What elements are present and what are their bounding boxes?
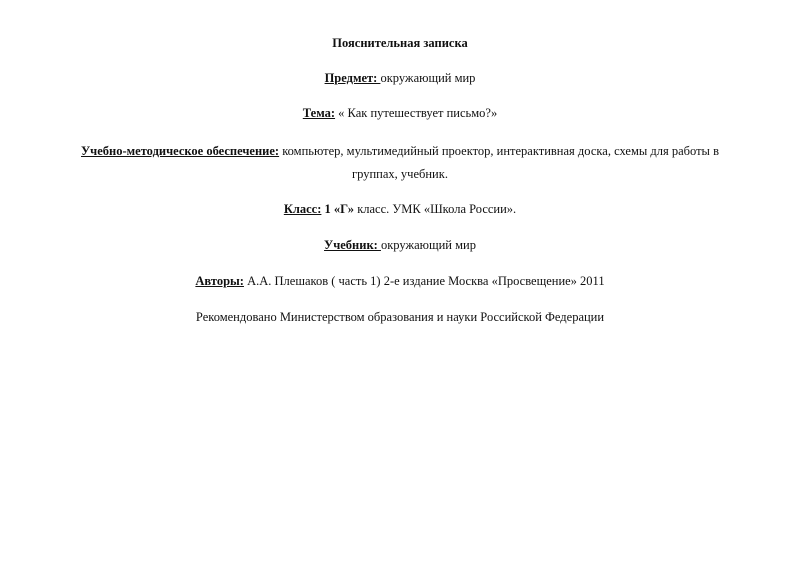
subject-value: окружающий мир (380, 71, 476, 85)
subject-line (40, 69, 760, 87)
textbook-value: окружающий мир (380, 238, 476, 252)
equipment-value-2: группах, учебник. (352, 167, 448, 181)
topic-value: « Как путешествует письмо?» (335, 106, 498, 120)
equipment-value: компьютер, мультимедийный проектор, интерактивная доска, схемы для работы в (279, 144, 719, 158)
authors-value: А.А. Плешаков ( часть 1) 2-е издание Москва «Просвещение» 2011 (243, 274, 605, 288)
equipment-label: Учебно-методическое обеспечение: (81, 144, 280, 158)
equipment-line (40, 142, 760, 160)
document-title: Пояснительная записка (332, 36, 468, 50)
authors-label: Авторы: (195, 274, 244, 288)
class-label: Класс: (283, 202, 322, 216)
subject-label: Предмет: (324, 71, 381, 85)
recommendation-line: Рекомендовано Министерством образования и науки Российской Федерации (195, 310, 605, 324)
topic-line (40, 104, 760, 122)
topic-label: Тема: (302, 106, 336, 120)
class-line (40, 200, 760, 218)
class-grade: 1 «Г» (321, 202, 355, 216)
class-value: класс. УМК «Школа России». (354, 202, 517, 216)
authors-line (40, 272, 760, 290)
equipment-line-2 (40, 165, 760, 183)
textbook-label: Учебник: (324, 238, 381, 252)
textbook-line (40, 236, 760, 254)
